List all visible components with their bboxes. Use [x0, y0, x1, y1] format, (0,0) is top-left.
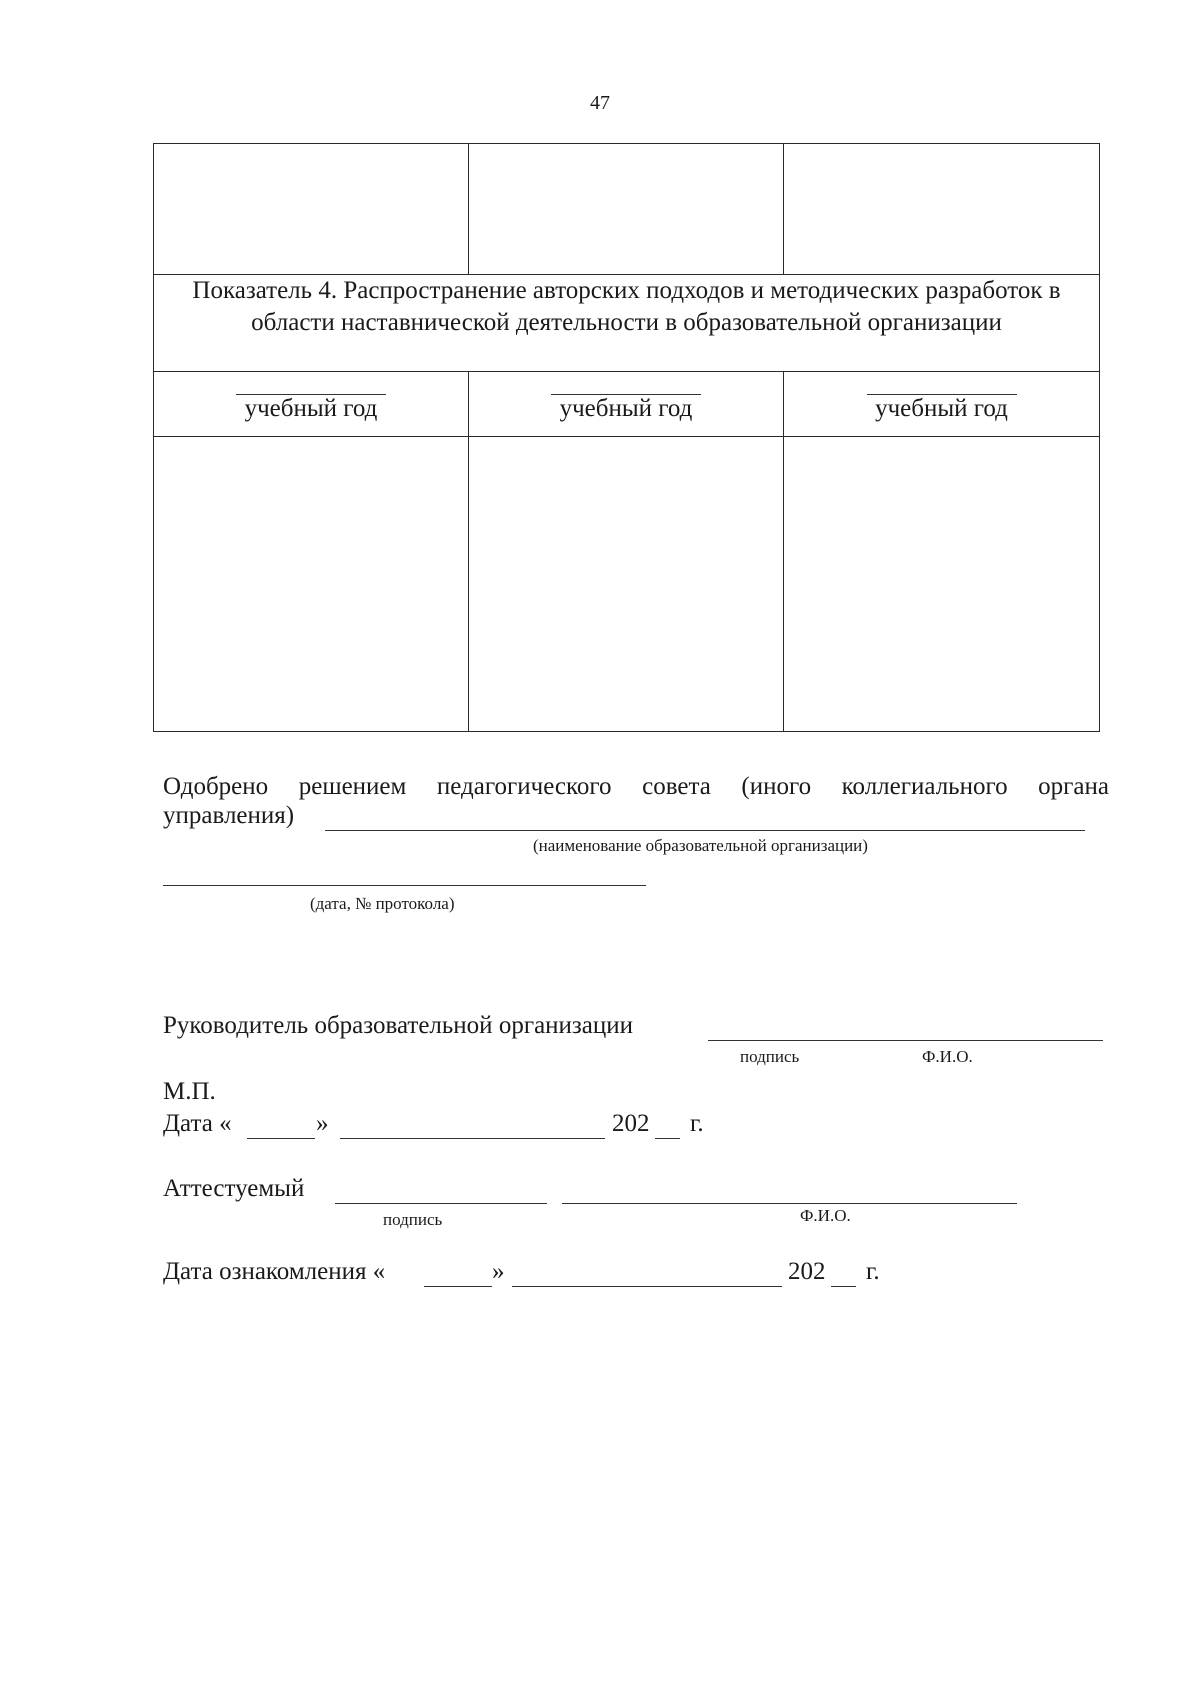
year-blank-field[interactable] — [236, 372, 386, 395]
head-name-caption: Ф.И.О. — [922, 1047, 973, 1066]
year-header-cell — [469, 372, 784, 437]
attestee-name-caption: Ф.И.О. — [800, 1206, 851, 1225]
head-year-prefix: 202 — [612, 1110, 650, 1137]
page-number: 47 — [590, 92, 610, 114]
table-cell[interactable] — [784, 144, 1100, 275]
table-cell[interactable] — [469, 437, 784, 732]
org-name-field[interactable] — [325, 830, 1085, 831]
year-blank-field[interactable] — [867, 372, 1017, 395]
org-name-caption: (наименование образовательной организации) — [533, 836, 868, 855]
year-label: учебный год — [875, 395, 1008, 422]
head-signature-caption: подпись — [740, 1047, 800, 1066]
attestee-signature-caption: подпись — [383, 1210, 443, 1229]
year-label: учебный год — [559, 395, 693, 422]
head-year-field[interactable] — [655, 1138, 680, 1139]
table-row-indicator — [154, 275, 1100, 372]
approval-text-line2: управления) — [163, 802, 295, 829]
table-cell[interactable] — [154, 437, 469, 732]
table-row-previous — [154, 144, 1100, 275]
table-row-body — [154, 437, 1100, 732]
protocol-field[interactable] — [163, 885, 646, 886]
head-year-suffix: г. — [690, 1110, 704, 1137]
approval-text-line1: Одобрено решением педагогического совета (иного коллегиального органа — [163, 773, 1109, 800]
year-header-cell — [784, 372, 1100, 437]
indicator-table — [153, 143, 1100, 732]
acquaintance-year-suffix: г. — [866, 1258, 880, 1285]
protocol-caption: (дата, № протокола) — [310, 894, 455, 913]
head-label: Руководитель образовательной организации — [163, 1012, 634, 1039]
head-date-close: » — [316, 1110, 329, 1137]
acquaintance-month-field[interactable] — [512, 1286, 782, 1287]
head-signature-field[interactable] — [708, 1040, 1103, 1041]
attestee-label: Аттестуемый — [163, 1175, 305, 1202]
table-cell[interactable] — [784, 437, 1100, 732]
head-date-month-field[interactable] — [340, 1138, 605, 1139]
attestee-name-field[interactable] — [562, 1203, 1017, 1204]
acquaintance-year-field[interactable] — [831, 1286, 856, 1287]
head-date-day-field[interactable] — [247, 1138, 315, 1139]
table-cell[interactable] — [469, 144, 784, 275]
head-date-prefix: Дата « — [163, 1110, 232, 1137]
year-header-cell — [154, 372, 469, 437]
table-row-years — [154, 372, 1100, 437]
acquaintance-year-prefix: 202 — [788, 1258, 826, 1285]
indicator-title: Показатель 4. Распространение авторских подходов и методических разработок в области наставнической деятельности в образовательной организации — [154, 275, 1100, 372]
acquaintance-day-field[interactable] — [424, 1286, 492, 1287]
year-blank-field[interactable] — [551, 372, 701, 395]
acquaintance-date-prefix: Дата ознакомления « — [163, 1258, 386, 1285]
seal-label: М.П. — [163, 1078, 216, 1105]
acquaintance-date-close: » — [492, 1258, 505, 1285]
year-label: учебный год — [244, 395, 378, 422]
attestee-signature-field[interactable] — [335, 1203, 547, 1204]
table-cell[interactable] — [154, 144, 469, 275]
